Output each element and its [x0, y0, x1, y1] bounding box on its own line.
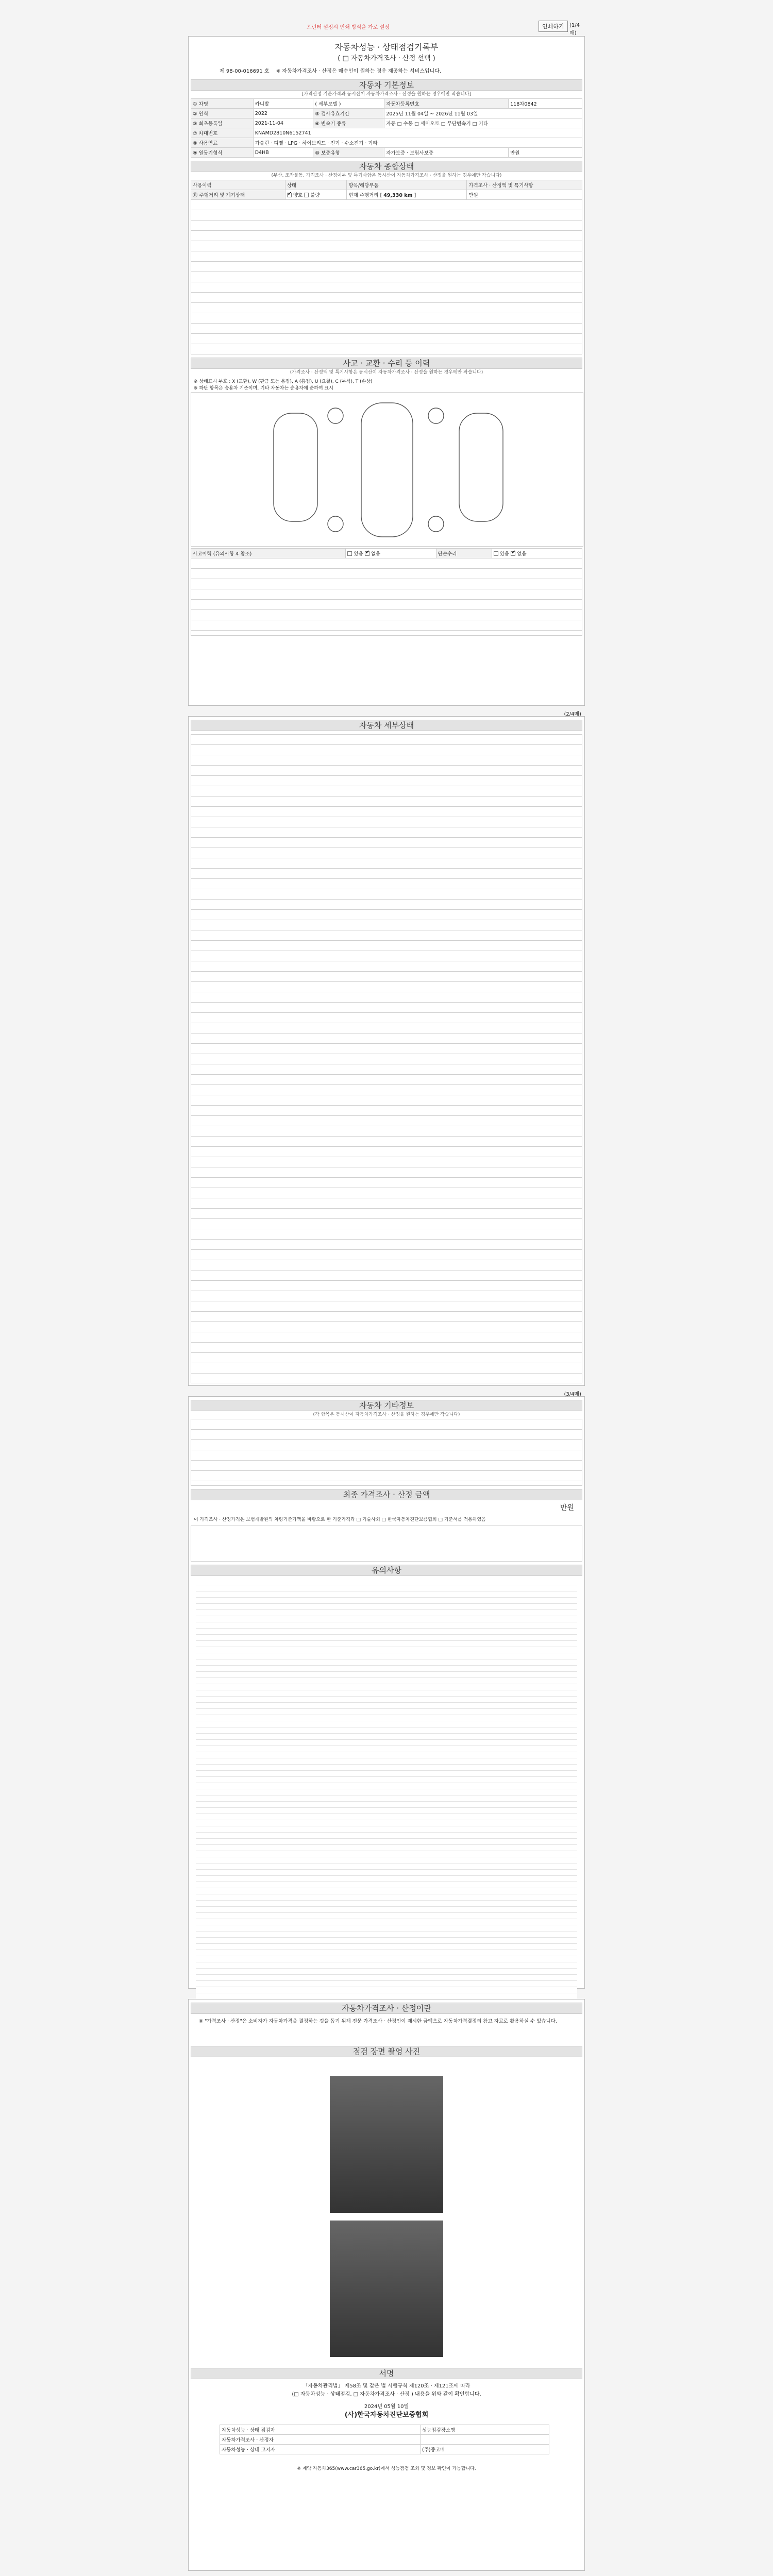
section-caution: 유의사항	[191, 1565, 582, 1576]
cell: 자동차가격조사 · 산정자	[220, 2435, 421, 2445]
footer-note: ※ 계약 자동차365(www.car365.go.kr)에서 성능점검 조회 및 정보 확인이 가능합니다.	[297, 2466, 476, 2471]
cell: ② 연식	[191, 109, 254, 118]
legend: ※ 상태표시 부호 : X (교환), W (판금 또는 용접), A (흠집), U (요철), C (부식), T (손상)	[194, 379, 373, 384]
cell: 2022	[253, 109, 313, 118]
cell: ⑦ 차대번호	[191, 128, 254, 138]
cell: 카니발	[253, 99, 313, 109]
cell: 만원	[509, 148, 582, 158]
sign-line-1: 「자동차관리법」 제58조 및 같은 법 시행규칙 제120조 · 제121조에 따라	[303, 2383, 470, 2389]
cell: 자동 □ 수동 □ 세미오토 □ 무단변속기 □ 기타	[384, 118, 582, 128]
cell	[420, 2435, 549, 2445]
section-overall: 자동차 종합상태	[191, 161, 582, 172]
page-4-sign	[188, 2365, 585, 2571]
what-is-body: ※ "가격조사 · 산정"은 소비자가 자동차가격을 결정하는 것을 돕기 위해 전문 가격조사 · 산정인이 제시한 금액으로 자동차가격결정의 참고 자료로 활용하실 수 있습니다.	[199, 2019, 557, 2024]
page-3	[188, 1392, 585, 1989]
section-note: (부산, 조작불동, 가격조사 · 산정여부 및 특기사항은 동시산이 자동차가격조사 · 산정을 원하는 경우에만 작습니다)	[271, 173, 502, 178]
section-accident: 사고 · 교환 · 수리 등 이력	[191, 358, 582, 369]
page-title: 자동차성능 · 상태점검기록부	[334, 42, 439, 52]
section-note: (각 항목은 동시산이 자동차가격조사 · 산정을 원하는 경우에만 작습니다)	[313, 1412, 460, 1417]
section-basic-info: 자동차 기본정보	[191, 79, 582, 91]
cell: (주)중고매	[420, 2445, 549, 2454]
sign-date: 2024년 05월 10일	[364, 2404, 409, 2410]
cell: ③ 최초등록일	[191, 118, 254, 128]
cell: ( 세부모델 )	[313, 99, 384, 109]
doc-no: 98-00-016691	[226, 69, 263, 74]
cell: 사고이력 (유의사항 4 참조)	[191, 549, 346, 558]
cell: ⑤ 검사유효기간	[313, 109, 384, 118]
page-2	[188, 711, 585, 1386]
cell: 자동차등록번호	[384, 99, 509, 109]
cell: ⑥ 변속기 종류	[313, 118, 384, 128]
overall-table: 사용이력 상태 항목/해당부품 가격조사 · 산정액 및 특기사항 ⑪ 주행거리 및 계기상태 ✔ 양호 불량 현재 주행거리 [ 49,330 km ] 만원	[191, 180, 582, 200]
page-1	[188, 36, 585, 706]
car-diagram	[191, 392, 583, 547]
th: 항목/해당부품	[347, 180, 467, 190]
doc-label: 제	[220, 69, 225, 74]
accident-table: 사고이력 (유의사항 4 참조) 있음 ✔없음 단순수리 있음 ✔없음	[191, 548, 582, 558]
inspection-photo-rear	[330, 2221, 443, 2357]
basic-info-table	[191, 98, 582, 158]
cell: ⑨ 원동기형식	[191, 148, 254, 158]
print-button[interactable]: 인쇄하기	[539, 21, 568, 32]
unit: 만원	[467, 190, 582, 200]
section-other: 자동차 기타정보	[191, 1400, 582, 1411]
inspection-photo-front	[330, 2076, 443, 2213]
section-final-price: 최종 가격조사 · 산정 금액	[191, 1489, 582, 1500]
odometer-value: 49,330 km	[383, 193, 413, 198]
page-subtitle: ( □ 자동차가격조사 · 산정 선택 )	[338, 55, 435, 62]
legend-2: ※ 하단 항목은 승용차 기준이며, 기타 자동차는 승용차에 준하여 표시	[194, 386, 333, 391]
cell: 2025년 11월 04일 ~ 2026년 11월 03일	[384, 109, 582, 118]
cell: 2021-11-04	[253, 118, 313, 128]
cell: 118차0842	[509, 99, 582, 109]
doc-suffix: 호	[264, 69, 270, 74]
cell: ① 차명	[191, 99, 254, 109]
sign-org: (사)한국자동차진단보증협회	[344, 2411, 429, 2419]
cell: D4HB	[253, 148, 313, 158]
th: 상태	[285, 180, 347, 190]
page-count: (1/4매)	[569, 23, 580, 36]
section-what-is: 자동차가격조사 · 산정이란	[191, 2003, 582, 2014]
cell: 단순수리	[436, 549, 492, 558]
header-note: ※ 자동차가격조사 · 산정은 매수인이 원하는 경우 제공하는 서비스입니다.	[276, 69, 442, 74]
page-number: (3/4매)	[564, 1392, 581, 1397]
section-note: (가격조사 · 산정액 및 특기사항은 동시산이 자동차가격조사 · 산정을 원하는 경우에만 작습니다)	[290, 370, 483, 375]
toolbar	[188, 21, 585, 36]
final-desc: 이 가격조사 · 산정가격은 보험개발원의 차량기준가액을 바탕으로 한 기준가격과 □ 기술사회 □ 한국자동차진단보증협회 □ 기준서를 적용하였음	[194, 1517, 486, 1522]
page-number: (2/4매)	[564, 711, 581, 717]
section-detail: 자동차 세부상태	[191, 720, 582, 731]
th: 가격조사 · 산정액 및 특기사항	[467, 180, 582, 190]
sign-line-2: (□ 자동차성능 · 상태점검, □ 자동차가격조사 · 산정 ) 내용을 위와 같이 확인합니다.	[292, 2392, 481, 2397]
th: 사용이력	[191, 180, 285, 190]
section-sign: 서명	[191, 2368, 582, 2379]
cell: 성능점검장소명	[420, 2425, 549, 2435]
sign-table	[220, 2425, 549, 2454]
notice-text: 프린터 설정시 인쇄 방식을 가로 설정	[307, 25, 390, 30]
cell: ⑩ 보증유형	[313, 148, 384, 158]
cell: 자동차성능 · 상태 고지자	[220, 2445, 421, 2454]
cell: 자가보증 · 보험사보증	[384, 148, 509, 158]
cell: KNAMD2810N6152741	[253, 128, 582, 138]
final-amount: 만원	[560, 1504, 574, 1512]
section-photos: 점검 장면 촬영 사진	[191, 2046, 582, 2057]
cell: ⑧ 사용연료	[191, 138, 254, 148]
cell: 자동차성능 · 상태 점검자	[220, 2425, 421, 2435]
section-note: [가격산정 기준가격과 동시산이 자동차가격조사 · 산정을 원하는 경우에만 작습니다]	[301, 92, 472, 97]
cell: 가솔린 · 디젤 · LPG · 하이브리드 · 전기 · 수소전기 · 기타	[253, 138, 582, 148]
